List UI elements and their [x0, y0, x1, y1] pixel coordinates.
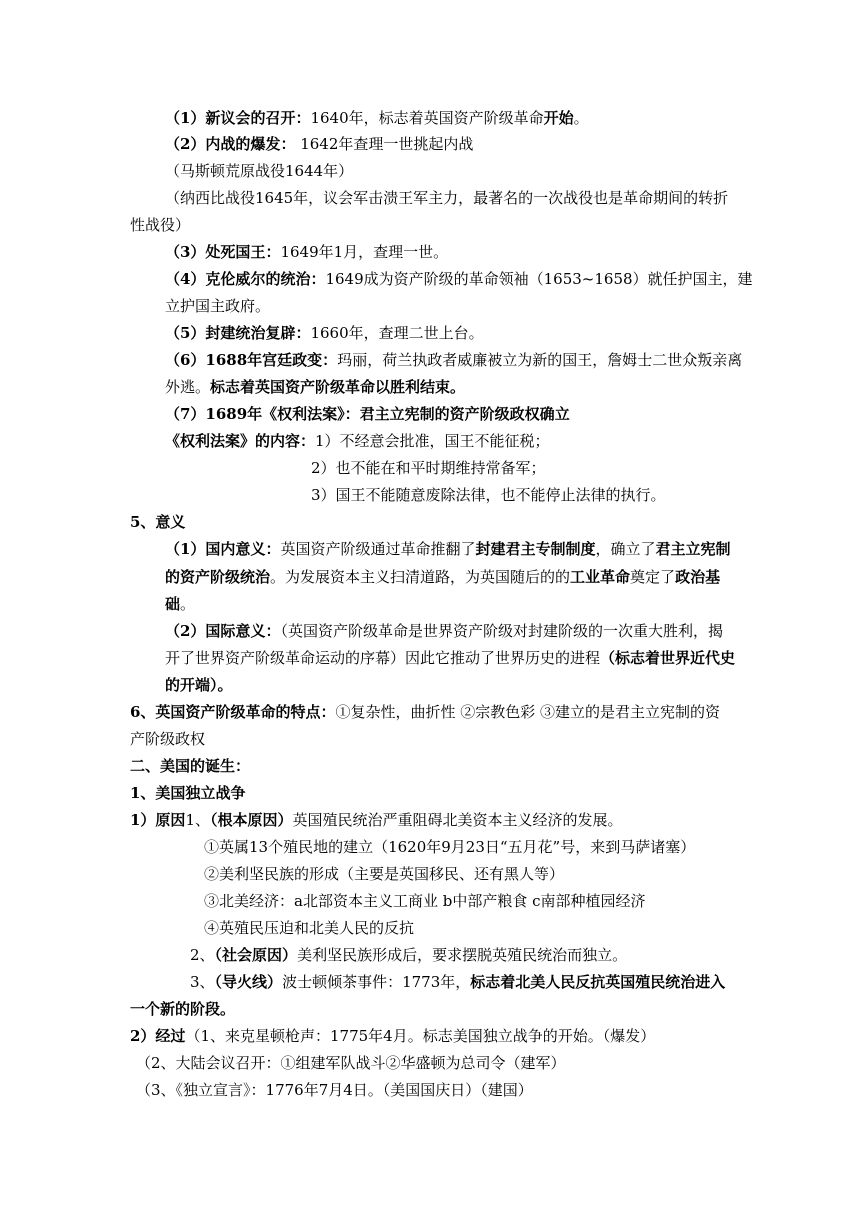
text-run: 1649年1月，查理一世。	[280, 243, 449, 261]
text-line	[130, 215, 734, 235]
bold-text-run: 二、美国的诞生：	[130, 757, 251, 775]
text-line	[311, 485, 860, 505]
text-line	[136, 1080, 740, 1100]
text-line	[165, 567, 769, 587]
text-run: ①英属13个殖民地的建立（1620年9月23日“五月花”号，来到马萨诸塞）	[204, 838, 696, 856]
text-line	[136, 1053, 740, 1073]
bold-text-run: （1）国内意义：	[165, 540, 281, 558]
text-line	[130, 810, 734, 830]
text-run: （2、大陆会议召开：①组建军队战斗②华盛顿为总司令（建军）	[136, 1054, 566, 1072]
text-line	[130, 702, 734, 722]
text-run: 立护国主政府。	[165, 297, 271, 315]
text-line	[165, 350, 769, 370]
bold-text-run: 1）原因	[130, 811, 186, 829]
text-run: 1）不经意会批准，国王不能征税；	[315, 432, 550, 450]
text-line	[165, 675, 769, 695]
bold-text-run: （4）克伦威尔的统治：	[165, 270, 326, 288]
bold-text-run: （2）国际意义：	[165, 622, 281, 640]
section-heading	[130, 512, 734, 532]
text-run: 2、	[190, 946, 215, 964]
text-line	[165, 108, 769, 128]
bold-text-run: 1、美国独立战争	[130, 784, 246, 802]
text-run: 外逃。	[165, 378, 211, 396]
bold-text-run: 标志着北美人民反抗英国殖民统治进入	[470, 973, 726, 991]
text-line	[311, 458, 860, 478]
bold-text-run: 开始	[543, 109, 574, 127]
text-run: 英国资产阶级通过革命推翻了	[280, 540, 476, 558]
bold-text-run: 的开端）。	[165, 676, 233, 694]
text-run: 波士顿倾茶事件：1773年，	[282, 973, 471, 991]
section-heading	[130, 783, 734, 803]
bold-text-run: 封建君主专制制度	[475, 540, 596, 558]
bold-text-run: 6、英国资产阶级革命的特点：	[130, 703, 336, 721]
text-run: 美利坚民族形成后，要求摆脱英殖民统治而独立。	[297, 946, 628, 964]
text-run: 3、	[190, 973, 215, 991]
text-line	[165, 296, 769, 316]
bold-text-run: 2）经过	[130, 1027, 186, 1045]
text-line	[204, 891, 808, 911]
bold-text-run: 政治基	[675, 568, 721, 586]
text-line	[165, 161, 769, 181]
text-run: 3）国王不能随意废除法律，也不能停止法律的执行。	[311, 486, 666, 504]
bold-text-run: （社会原因）	[214, 946, 298, 964]
bold-text-run: （2）内战的爆发：	[165, 135, 296, 153]
text-run: 1、	[185, 811, 210, 829]
text-line	[130, 999, 734, 1019]
text-line	[165, 594, 769, 614]
text-run: 1660年，查理二世上台。	[310, 324, 484, 342]
text-run: ④英殖民压迫和北美人民的反抗	[204, 919, 415, 937]
text-line	[204, 837, 808, 857]
text-line	[165, 648, 769, 668]
text-line	[165, 621, 769, 641]
text-line	[165, 242, 769, 262]
text-run: （3、《独立宣言》：1776年7月4日。（美国国庆日）（建国）	[136, 1081, 533, 1099]
bold-text-run: 础	[165, 595, 181, 613]
text-line	[204, 864, 808, 884]
bold-text-run: （标志着世界近代史	[600, 649, 736, 667]
text-line	[165, 269, 769, 289]
text-run: ，确立了	[595, 540, 656, 558]
text-run: 1640年，标志着英国资产阶级革命	[310, 109, 544, 127]
text-line	[165, 188, 769, 208]
bold-text-run: （7）1689年《权利法案》：君主立宪制的资产阶级政权确立	[165, 405, 570, 423]
text-line	[130, 1026, 734, 1046]
bold-text-run: 标志着英国资产阶级革命以胜利结束。	[210, 378, 466, 396]
bold-text-run: （导火线）	[214, 973, 283, 991]
text-run: 。	[180, 595, 196, 613]
bold-text-run: （1）新议会的召开：	[165, 109, 311, 127]
text-run: ②美利坚民族的形成（主要是英国移民、还有黑人等）	[204, 865, 565, 883]
text-run: ③北美经济：a北部资本主义工商业 b中部产粮食 c南部种植园经济	[204, 892, 646, 910]
text-run: ①复杂性，曲折性 ②宗教色彩 ③建立的是君主立宪制的资	[335, 703, 720, 721]
text-run: 英国殖民统治严重阻碍北美资本主义经济的发展。	[292, 811, 623, 829]
bold-text-run: 5、意义	[130, 513, 186, 531]
bold-text-run: （5）封建统治复辟：	[165, 324, 311, 342]
text-run: 产阶级政权	[130, 730, 206, 748]
text-run: 2）也不能在和平时期维持常备军；	[311, 459, 546, 477]
section-heading	[130, 756, 734, 776]
text-run: 。为发展资本主义扫清道路，为英国随后的的	[270, 568, 571, 586]
text-line	[190, 972, 794, 992]
bold-text-run: 君主立宪制	[655, 540, 731, 558]
text-run: （马斯顿荒原战役1644年）	[165, 162, 354, 180]
text-run: 1649成为资产阶级的革命领袖（1653~1658）就任护国主，建	[325, 270, 753, 288]
text-run: （纳西比战役1645年，议会军击溃王军主力，最著名的一次战役也是革命期间的转折	[165, 189, 729, 207]
text-run: 玛丽，荷兰执政者威廉被立为新的国王，詹姆士二世众叛亲离	[337, 351, 743, 369]
text-line	[165, 134, 769, 154]
bold-text-run: 《权利法案》的内容：	[165, 432, 316, 450]
bold-text-run: 工业革命	[570, 568, 631, 586]
text-line	[204, 918, 808, 938]
text-line	[165, 404, 769, 424]
text-run: 奠定了	[630, 568, 676, 586]
bold-text-run: 一个新的阶段。	[130, 1000, 236, 1018]
text-run: 1642年查理一世挑起内战	[295, 135, 474, 153]
text-line	[165, 377, 769, 397]
text-line	[130, 729, 734, 749]
text-run: 。	[573, 109, 589, 127]
text-run: 性战役）	[130, 216, 191, 234]
bold-text-run: （根本原因）	[209, 811, 293, 829]
text-run: 开了世界资产阶级革命运动的序幕）因此它推动了世界历史的进程	[165, 649, 601, 667]
bold-text-run: （3）处死国王：	[165, 243, 281, 261]
text-run: （英国资产阶级革命是世界资产阶级对封建阶级的一次重大胜利，揭	[280, 622, 723, 640]
bold-text-run: 的资产阶级统治	[165, 568, 271, 586]
text-run: （1、来克星顿枪声：1775年4月。标志美国独立战争的开始。（爆发）	[185, 1027, 656, 1045]
bold-text-run: （6）1688年宫廷政变：	[165, 351, 338, 369]
text-line	[165, 323, 769, 343]
text-line	[190, 945, 794, 965]
text-line	[165, 431, 769, 451]
text-line	[165, 539, 769, 559]
